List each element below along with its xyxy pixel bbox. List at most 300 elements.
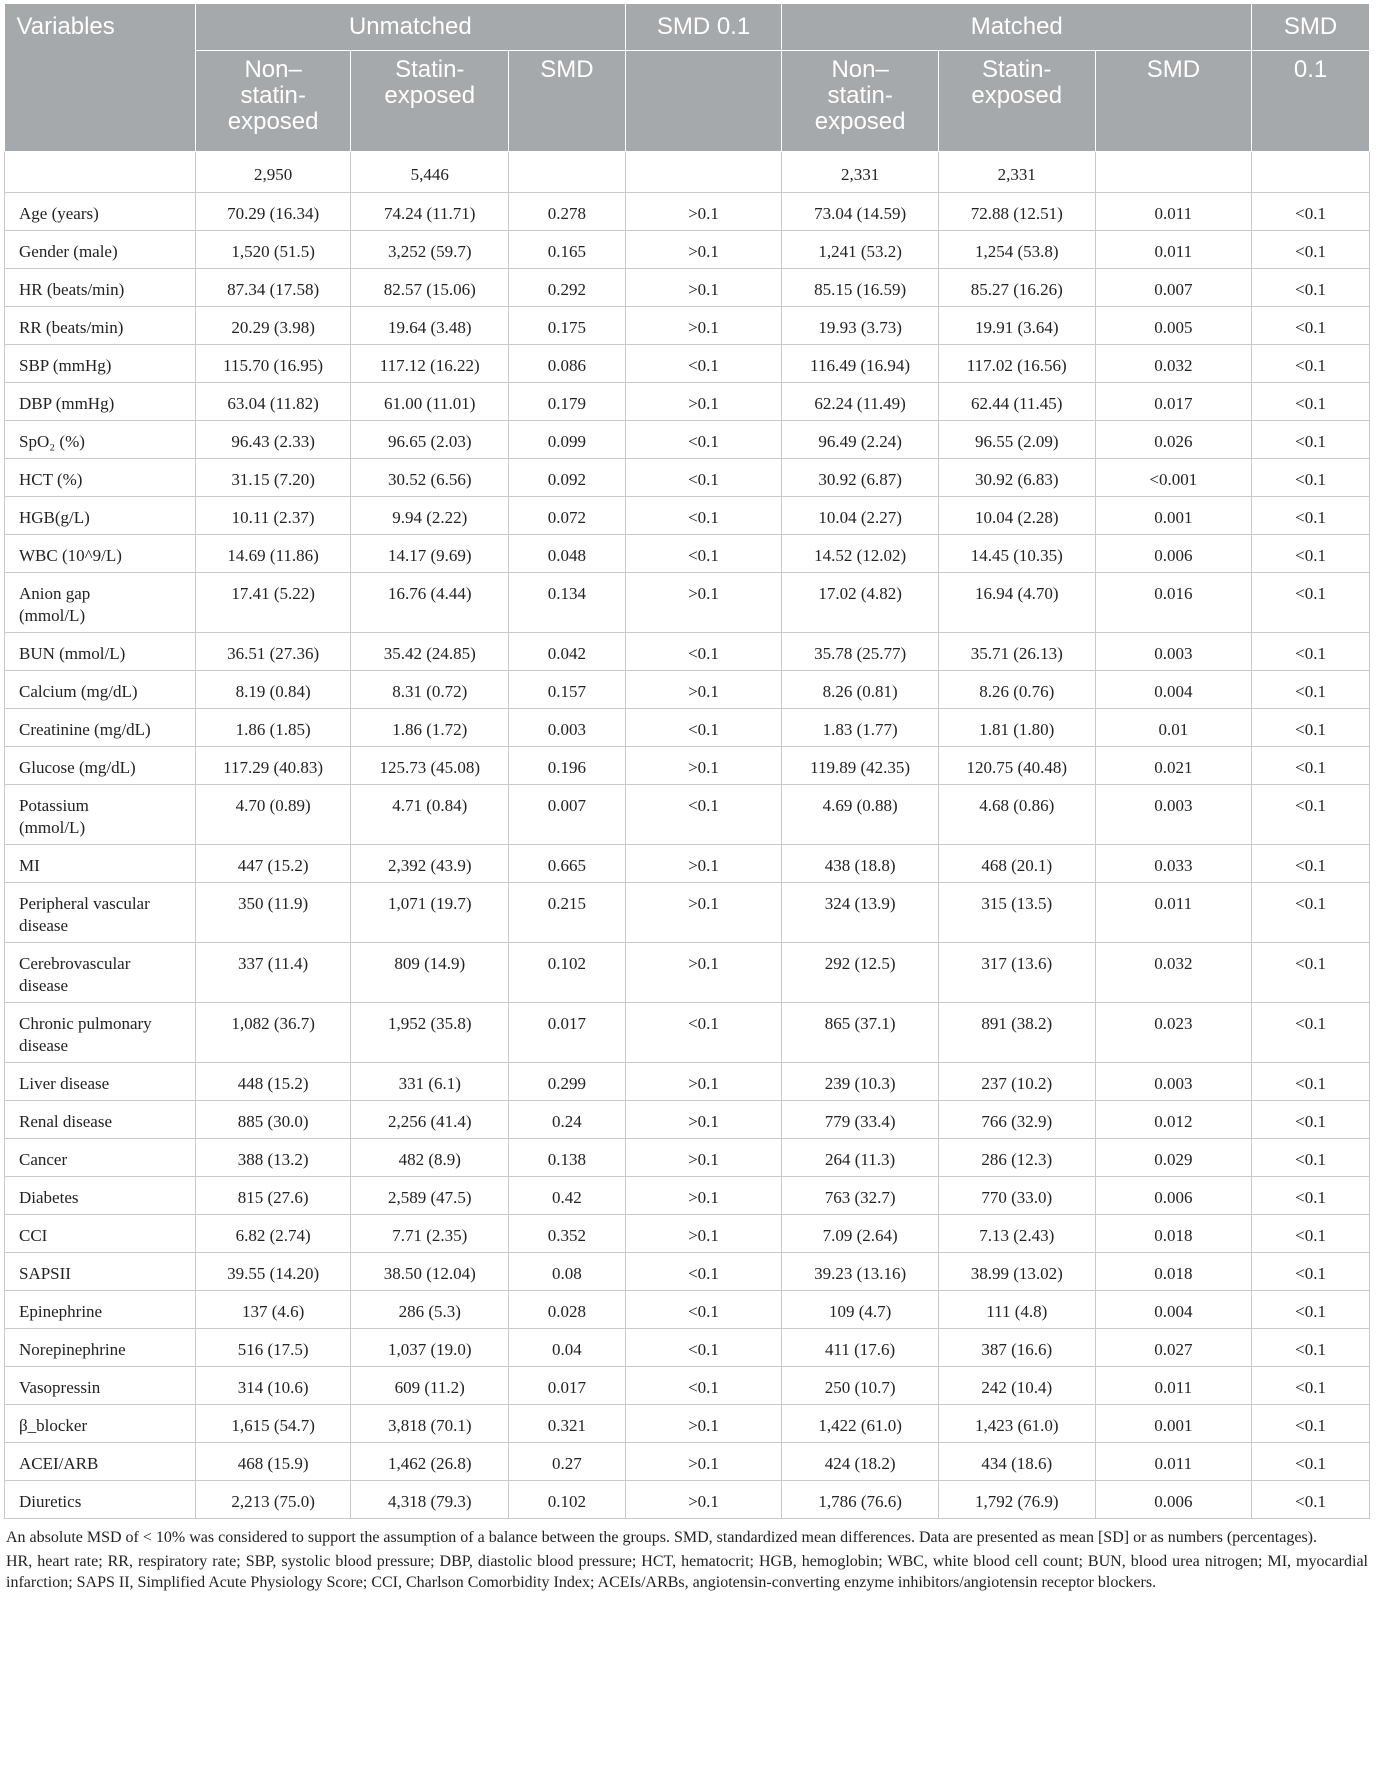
non-statin-unmatched-cell: 350 (11.9): [195, 883, 350, 943]
table-row: [5, 1443, 1370, 1481]
smd-unmatched-cell: 0.196: [509, 747, 626, 785]
smd-unmatched-cell: 0.165: [509, 231, 626, 269]
smd-threshold-unmatched-cell: >0.1: [625, 1405, 782, 1443]
smd-matched-cell: 0.006: [1095, 535, 1252, 573]
non-statin-unmatched-cell: 96.43 (2.33): [195, 421, 350, 459]
smd-unmatched-cell: 0.179: [509, 383, 626, 421]
smd-threshold-unmatched-cell: >0.1: [625, 671, 782, 709]
count-cell: 2,950: [195, 152, 350, 193]
non-statin-matched-cell: 865 (37.1): [782, 1003, 939, 1063]
statin-matched-cell: 62.44 (11.45): [938, 383, 1095, 421]
table-row: [5, 1405, 1370, 1443]
smd-threshold-unmatched-cell: >0.1: [625, 747, 782, 785]
smd-threshold-unmatched-cell: >0.1: [625, 573, 782, 633]
smd-threshold-unmatched-cell: >0.1: [625, 1139, 782, 1177]
non-statin-unmatched-cell: 10.11 (2.37): [195, 497, 350, 535]
non-statin-matched-cell: 119.89 (42.35): [782, 747, 939, 785]
statin-unmatched-cell: 74.24 (11.71): [351, 193, 509, 231]
table-row: [5, 269, 1370, 307]
variable-cell: ACEI/ARB: [5, 1443, 196, 1481]
smd-matched-cell: 0.011: [1095, 231, 1252, 269]
header-non-statin-matched: Non– statin- exposed: [782, 51, 939, 152]
statin-unmatched-cell: 4.71 (0.84): [351, 785, 509, 845]
smd-matched-cell: 0.005: [1095, 307, 1252, 345]
smd-unmatched-cell: 0.08: [509, 1253, 626, 1291]
header-smd-matched-col: SMD: [1095, 51, 1252, 152]
non-statin-unmatched-cell: 815 (27.6): [195, 1177, 350, 1215]
table-row: [5, 633, 1370, 671]
smd-unmatched-cell: 0.215: [509, 883, 626, 943]
non-statin-matched-cell: 10.04 (2.27): [782, 497, 939, 535]
table-row: [5, 1003, 1370, 1063]
table-row: [5, 1481, 1370, 1519]
statin-matched-cell: 468 (20.1): [938, 845, 1095, 883]
statin-unmatched-cell: 96.65 (2.03): [351, 421, 509, 459]
non-statin-unmatched-cell: 6.82 (2.74): [195, 1215, 350, 1253]
variable-cell: Diabetes: [5, 1177, 196, 1215]
non-statin-unmatched-cell: 448 (15.2): [195, 1063, 350, 1101]
table-row: [5, 671, 1370, 709]
smd-threshold-matched-cell: <0.1: [1252, 1405, 1370, 1443]
smd-threshold-unmatched-cell: >0.1: [625, 1443, 782, 1481]
smd-threshold-unmatched-cell: >0.1: [625, 307, 782, 345]
smd-threshold-matched-cell: <0.1: [1252, 1253, 1370, 1291]
non-statin-matched-cell: 779 (33.4): [782, 1101, 939, 1139]
variable-cell: SAPSII: [5, 1253, 196, 1291]
statin-unmatched-cell: 8.31 (0.72): [351, 671, 509, 709]
smd-matched-cell: 0.004: [1095, 671, 1252, 709]
statin-matched-cell: 85.27 (16.26): [938, 269, 1095, 307]
non-statin-unmatched-cell: 115.70 (16.95): [195, 345, 350, 383]
header-smd01-matched: 0.1: [1252, 51, 1370, 152]
table-row: [5, 845, 1370, 883]
variable-cell: SpO₂ (%): [5, 421, 196, 459]
count-cell: 2,331: [782, 152, 939, 193]
non-statin-matched-cell: 1,422 (61.0): [782, 1405, 939, 1443]
smd-threshold-matched-cell: <0.1: [1252, 1329, 1370, 1367]
table-row: [5, 943, 1370, 1003]
table-row: [5, 1177, 1370, 1215]
smd-matched-cell: 0.018: [1095, 1253, 1252, 1291]
smd-threshold-unmatched-cell: <0.1: [625, 497, 782, 535]
header-smd-matched: SMD: [1252, 4, 1370, 51]
non-statin-unmatched-cell: 1,082 (36.7): [195, 1003, 350, 1063]
statin-matched-cell: 72.88 (12.51): [938, 193, 1095, 231]
table-row: [5, 883, 1370, 943]
non-statin-matched-cell: 411 (17.6): [782, 1329, 939, 1367]
statin-unmatched-cell: 19.64 (3.48): [351, 307, 509, 345]
smd-threshold-matched-cell: <0.1: [1252, 1215, 1370, 1253]
smd-matched-cell: 0.026: [1095, 421, 1252, 459]
smd-threshold-unmatched-cell: >0.1: [625, 1063, 782, 1101]
non-statin-matched-cell: 73.04 (14.59): [782, 193, 939, 231]
smd-matched-cell: 0.032: [1095, 943, 1252, 1003]
smd-threshold-unmatched-cell: >0.1: [625, 1101, 782, 1139]
non-statin-matched-cell: 109 (4.7): [782, 1291, 939, 1329]
smd-threshold-unmatched-cell: <0.1: [625, 1003, 782, 1063]
non-statin-matched-cell: 239 (10.3): [782, 1063, 939, 1101]
smd-threshold-unmatched-cell: <0.1: [625, 709, 782, 747]
smd-unmatched-cell: 0.175: [509, 307, 626, 345]
variable-cell: Gender (male): [5, 231, 196, 269]
table-row: [5, 1329, 1370, 1367]
non-statin-unmatched-cell: 63.04 (11.82): [195, 383, 350, 421]
statin-unmatched-cell: 61.00 (11.01): [351, 383, 509, 421]
non-statin-unmatched-cell: 516 (17.5): [195, 1329, 350, 1367]
smd-threshold-matched-cell: <0.1: [1252, 845, 1370, 883]
smd-unmatched-cell: 0.092: [509, 459, 626, 497]
counts-row: [5, 152, 1370, 193]
smd-matched-cell: 0.021: [1095, 747, 1252, 785]
table-row: [5, 231, 1370, 269]
statin-matched-cell: 4.68 (0.86): [938, 785, 1095, 845]
non-statin-unmatched-cell: 17.41 (5.22): [195, 573, 350, 633]
statin-matched-cell: 10.04 (2.28): [938, 497, 1095, 535]
statin-matched-cell: 434 (18.6): [938, 1443, 1095, 1481]
smd-unmatched-cell: 0.007: [509, 785, 626, 845]
smd-matched-cell: 0.003: [1095, 785, 1252, 845]
variable-cell: HCT (%): [5, 459, 196, 497]
table-row: [5, 709, 1370, 747]
smd-threshold-unmatched-cell: <0.1: [625, 459, 782, 497]
statin-unmatched-cell: 1.86 (1.72): [351, 709, 509, 747]
non-statin-matched-cell: 1.83 (1.77): [782, 709, 939, 747]
count-cell: [509, 152, 626, 193]
smd-threshold-matched-cell: <0.1: [1252, 421, 1370, 459]
smd-threshold-matched-cell: <0.1: [1252, 345, 1370, 383]
smd-matched-cell: <0.001: [1095, 459, 1252, 497]
non-statin-matched-cell: 96.49 (2.24): [782, 421, 939, 459]
smd-unmatched-cell: 0.42: [509, 1177, 626, 1215]
smd-threshold-unmatched-cell: <0.1: [625, 1291, 782, 1329]
statin-matched-cell: 111 (4.8): [938, 1291, 1095, 1329]
smd-threshold-matched-cell: <0.1: [1252, 1443, 1370, 1481]
smd-matched-cell: 0.033: [1095, 845, 1252, 883]
count-cell: [5, 152, 196, 193]
smd-threshold-unmatched-cell: >0.1: [625, 845, 782, 883]
smd-matched-cell: 0.001: [1095, 497, 1252, 535]
statin-unmatched-cell: 1,462 (26.8): [351, 1443, 509, 1481]
smd-threshold-matched-cell: <0.1: [1252, 943, 1370, 1003]
smd-matched-cell: 0.029: [1095, 1139, 1252, 1177]
statin-matched-cell: 1,423 (61.0): [938, 1405, 1095, 1443]
baseline-characteristics-table: [4, 4, 1370, 1519]
table-container: [4, 4, 1370, 1596]
statin-matched-cell: 7.13 (2.43): [938, 1215, 1095, 1253]
smd-unmatched-cell: 0.072: [509, 497, 626, 535]
smd-threshold-matched-cell: <0.1: [1252, 1101, 1370, 1139]
count-cell: [1252, 152, 1370, 193]
smd-threshold-unmatched-cell: <0.1: [625, 345, 782, 383]
table-row: [5, 1063, 1370, 1101]
non-statin-unmatched-cell: 20.29 (3.98): [195, 307, 350, 345]
smd-unmatched-cell: 0.138: [509, 1139, 626, 1177]
smd-threshold-matched-cell: <0.1: [1252, 1139, 1370, 1177]
smd-threshold-unmatched-cell: <0.1: [625, 535, 782, 573]
statin-unmatched-cell: 3,818 (70.1): [351, 1405, 509, 1443]
smd-unmatched-cell: 0.157: [509, 671, 626, 709]
smd-unmatched-cell: 0.017: [509, 1003, 626, 1063]
table-row: [5, 421, 1370, 459]
statin-matched-cell: 30.92 (6.83): [938, 459, 1095, 497]
variable-cell: Cerebrovascular disease: [5, 943, 196, 1003]
non-statin-unmatched-cell: 70.29 (16.34): [195, 193, 350, 231]
smd-matched-cell: 0.006: [1095, 1481, 1252, 1519]
footnote-balance: An absolute MSD of < 10% was considered to support the assumption of a balance between the groups. SMD, standardized mean differences. Data are presented as mean [SD] or as numbers (percentages).: [6, 1529, 1317, 1546]
table-row: [5, 1215, 1370, 1253]
table-row: [5, 1291, 1370, 1329]
smd-matched-cell: 0.011: [1095, 1443, 1252, 1481]
smd-matched-cell: 0.011: [1095, 193, 1252, 231]
smd-matched-cell: 0.011: [1095, 883, 1252, 943]
non-statin-unmatched-cell: 1.86 (1.85): [195, 709, 350, 747]
statin-matched-cell: 8.26 (0.76): [938, 671, 1095, 709]
statin-matched-cell: 770 (33.0): [938, 1177, 1095, 1215]
smd-threshold-unmatched-cell: <0.1: [625, 785, 782, 845]
smd-threshold-matched-cell: <0.1: [1252, 1481, 1370, 1519]
smd-threshold-matched-cell: <0.1: [1252, 1367, 1370, 1405]
smd-matched-cell: 0.001: [1095, 1405, 1252, 1443]
smd-matched-cell: 0.018: [1095, 1215, 1252, 1253]
smd-threshold-unmatched-cell: <0.1: [625, 633, 782, 671]
non-statin-unmatched-cell: 885 (30.0): [195, 1101, 350, 1139]
table-row: [5, 1253, 1370, 1291]
statin-matched-cell: 1.81 (1.80): [938, 709, 1095, 747]
smd-unmatched-cell: 0.042: [509, 633, 626, 671]
smd-threshold-matched-cell: <0.1: [1252, 459, 1370, 497]
statin-unmatched-cell: 3,252 (59.7): [351, 231, 509, 269]
non-statin-matched-cell: 116.49 (16.94): [782, 345, 939, 383]
variable-cell: WBC (10^9/L): [5, 535, 196, 573]
header-matched: Matched: [782, 4, 1252, 51]
smd-matched-cell: 0.006: [1095, 1177, 1252, 1215]
non-statin-matched-cell: 39.23 (13.16): [782, 1253, 939, 1291]
table-row: [5, 383, 1370, 421]
table-footnotes: [4, 1519, 1370, 1593]
smd-unmatched-cell: 0.299: [509, 1063, 626, 1101]
smd-threshold-unmatched-cell: >0.1: [625, 1177, 782, 1215]
non-statin-matched-cell: 264 (11.3): [782, 1139, 939, 1177]
smd-unmatched-cell: 0.086: [509, 345, 626, 383]
header-variables: Variables: [5, 4, 196, 152]
smd-unmatched-cell: 0.352: [509, 1215, 626, 1253]
header-blank-unmatched: [625, 51, 782, 152]
smd-matched-cell: 0.017: [1095, 383, 1252, 421]
statin-matched-cell: 766 (32.9): [938, 1101, 1095, 1139]
variable-cell: DBP (mmHg): [5, 383, 196, 421]
non-statin-unmatched-cell: 314 (10.6): [195, 1367, 350, 1405]
statin-matched-cell: 242 (10.4): [938, 1367, 1095, 1405]
variable-cell: HR (beats/min): [5, 269, 196, 307]
smd-threshold-matched-cell: <0.1: [1252, 231, 1370, 269]
smd-matched-cell: 0.004: [1095, 1291, 1252, 1329]
variable-cell: MI: [5, 845, 196, 883]
smd-threshold-matched-cell: <0.1: [1252, 383, 1370, 421]
smd-matched-cell: 0.027: [1095, 1329, 1252, 1367]
variable-cell: β_blocker: [5, 1405, 196, 1443]
table-row: [5, 573, 1370, 633]
header-unmatched: Unmatched: [195, 4, 625, 51]
non-statin-unmatched-cell: 1,520 (51.5): [195, 231, 350, 269]
non-statin-matched-cell: 438 (18.8): [782, 845, 939, 883]
non-statin-matched-cell: 1,786 (76.6): [782, 1481, 939, 1519]
statin-unmatched-cell: 2,256 (41.4): [351, 1101, 509, 1139]
non-statin-matched-cell: 424 (18.2): [782, 1443, 939, 1481]
statin-unmatched-cell: 117.12 (16.22): [351, 345, 509, 383]
statin-unmatched-cell: 125.73 (45.08): [351, 747, 509, 785]
count-cell: 2,331: [938, 152, 1095, 193]
statin-matched-cell: 387 (16.6): [938, 1329, 1095, 1367]
statin-unmatched-cell: 482 (8.9): [351, 1139, 509, 1177]
table-row: [5, 535, 1370, 573]
smd-threshold-matched-cell: <0.1: [1252, 747, 1370, 785]
count-cell: [1095, 152, 1252, 193]
variable-cell: Calcium (mg/dL): [5, 671, 196, 709]
non-statin-matched-cell: 8.26 (0.81): [782, 671, 939, 709]
statin-unmatched-cell: 1,952 (35.8): [351, 1003, 509, 1063]
non-statin-unmatched-cell: 2,213 (75.0): [195, 1481, 350, 1519]
statin-matched-cell: 35.71 (26.13): [938, 633, 1095, 671]
non-statin-unmatched-cell: 4.70 (0.89): [195, 785, 350, 845]
smd-unmatched-cell: 0.278: [509, 193, 626, 231]
variable-cell: Age (years): [5, 193, 196, 231]
smd-matched-cell: 0.012: [1095, 1101, 1252, 1139]
smd-unmatched-cell: 0.04: [509, 1329, 626, 1367]
statin-unmatched-cell: 1,037 (19.0): [351, 1329, 509, 1367]
non-statin-matched-cell: 19.93 (3.73): [782, 307, 939, 345]
table-row: [5, 1101, 1370, 1139]
smd-threshold-matched-cell: <0.1: [1252, 269, 1370, 307]
statin-unmatched-cell: 2,589 (47.5): [351, 1177, 509, 1215]
smd-threshold-unmatched-cell: <0.1: [625, 1367, 782, 1405]
header-statin-unmatched: Statin- exposed: [351, 51, 509, 152]
smd-unmatched-cell: 0.099: [509, 421, 626, 459]
variable-cell: Creatinine (mg/dL): [5, 709, 196, 747]
statin-unmatched-cell: 331 (6.1): [351, 1063, 509, 1101]
smd-threshold-unmatched-cell: >0.1: [625, 193, 782, 231]
smd-threshold-matched-cell: <0.1: [1252, 1291, 1370, 1329]
variable-cell: Epinephrine: [5, 1291, 196, 1329]
statin-unmatched-cell: 809 (14.9): [351, 943, 509, 1003]
table-row: [5, 307, 1370, 345]
statin-unmatched-cell: 14.17 (9.69): [351, 535, 509, 573]
non-statin-matched-cell: 17.02 (4.82): [782, 573, 939, 633]
non-statin-unmatched-cell: 87.34 (17.58): [195, 269, 350, 307]
statin-matched-cell: 120.75 (40.48): [938, 747, 1095, 785]
smd-unmatched-cell: 0.321: [509, 1405, 626, 1443]
smd-unmatched-cell: 0.27: [509, 1443, 626, 1481]
smd-matched-cell: 0.003: [1095, 633, 1252, 671]
variable-cell: Chronic pulmonary disease: [5, 1003, 196, 1063]
smd-threshold-matched-cell: <0.1: [1252, 497, 1370, 535]
count-cell: [625, 152, 782, 193]
smd-unmatched-cell: 0.028: [509, 1291, 626, 1329]
statin-unmatched-cell: 7.71 (2.35): [351, 1215, 509, 1253]
smd-threshold-unmatched-cell: <0.1: [625, 1253, 782, 1291]
variable-cell: Norepinephrine: [5, 1329, 196, 1367]
table-row: [5, 193, 1370, 231]
statin-unmatched-cell: 2,392 (43.9): [351, 845, 509, 883]
non-statin-matched-cell: 292 (12.5): [782, 943, 939, 1003]
variable-cell: SBP (mmHg): [5, 345, 196, 383]
non-statin-matched-cell: 324 (13.9): [782, 883, 939, 943]
non-statin-matched-cell: 763 (32.7): [782, 1177, 939, 1215]
non-statin-matched-cell: 35.78 (25.77): [782, 633, 939, 671]
smd-unmatched-cell: 0.102: [509, 943, 626, 1003]
smd-threshold-unmatched-cell: >0.1: [625, 1481, 782, 1519]
smd-threshold-matched-cell: <0.1: [1252, 1063, 1370, 1101]
statin-unmatched-cell: 9.94 (2.22): [351, 497, 509, 535]
variable-cell: Liver disease: [5, 1063, 196, 1101]
variable-cell: Cancer: [5, 1139, 196, 1177]
footnote-abbreviations: HR, heart rate; RR, respiratory rate; SBP, systolic blood pressure; DBP, diastolic blood pressure; HCT, hematocrit; HGB, hemoglobin; WBC, white blood cell count; BUN, blood urea nitrogen; MI, myocardial infarction; SAPS II, Simplified Acute Physiology Score; CCI, Charlson Comorbidity Index; ACEIs/ARBs, angiotensin-converting enzyme inhibitors/angiotensin receptor blockers.: [6, 1553, 1368, 1591]
variable-cell: CCI: [5, 1215, 196, 1253]
statin-unmatched-cell: 286 (5.3): [351, 1291, 509, 1329]
table-row: [5, 747, 1370, 785]
statin-matched-cell: 38.99 (13.02): [938, 1253, 1095, 1291]
smd-matched-cell: 0.01: [1095, 709, 1252, 747]
smd-threshold-matched-cell: <0.1: [1252, 633, 1370, 671]
smd-threshold-unmatched-cell: >0.1: [625, 269, 782, 307]
header-smd01-unmatched: SMD 0.1: [625, 4, 782, 51]
smd-unmatched-cell: 0.24: [509, 1101, 626, 1139]
smd-unmatched-cell: 0.048: [509, 535, 626, 573]
non-statin-unmatched-cell: 36.51 (27.36): [195, 633, 350, 671]
variable-cell: Potassium (mmol/L): [5, 785, 196, 845]
statin-matched-cell: 891 (38.2): [938, 1003, 1095, 1063]
smd-threshold-matched-cell: <0.1: [1252, 573, 1370, 633]
smd-threshold-unmatched-cell: <0.1: [625, 1329, 782, 1367]
variable-cell: Diuretics: [5, 1481, 196, 1519]
header-statin-matched: Statin- exposed: [938, 51, 1095, 152]
smd-threshold-unmatched-cell: >0.1: [625, 231, 782, 269]
variable-cell: Glucose (mg/dL): [5, 747, 196, 785]
non-statin-unmatched-cell: 447 (15.2): [195, 845, 350, 883]
non-statin-unmatched-cell: 468 (15.9): [195, 1443, 350, 1481]
statin-matched-cell: 96.55 (2.09): [938, 421, 1095, 459]
statin-matched-cell: 286 (12.3): [938, 1139, 1095, 1177]
smd-threshold-matched-cell: <0.1: [1252, 883, 1370, 943]
smd-threshold-unmatched-cell: >0.1: [625, 943, 782, 1003]
non-statin-unmatched-cell: 1,615 (54.7): [195, 1405, 350, 1443]
statin-matched-cell: 317 (13.6): [938, 943, 1095, 1003]
smd-matched-cell: 0.011: [1095, 1367, 1252, 1405]
variable-cell: HGB(g/L): [5, 497, 196, 535]
non-statin-unmatched-cell: 39.55 (14.20): [195, 1253, 350, 1291]
statin-unmatched-cell: 1,071 (19.7): [351, 883, 509, 943]
smd-matched-cell: 0.032: [1095, 345, 1252, 383]
smd-threshold-matched-cell: <0.1: [1252, 307, 1370, 345]
smd-unmatched-cell: 0.665: [509, 845, 626, 883]
smd-matched-cell: 0.007: [1095, 269, 1252, 307]
statin-matched-cell: 1,792 (76.9): [938, 1481, 1095, 1519]
statin-unmatched-cell: 82.57 (15.06): [351, 269, 509, 307]
smd-matched-cell: 0.016: [1095, 573, 1252, 633]
non-statin-unmatched-cell: 14.69 (11.86): [195, 535, 350, 573]
statin-unmatched-cell: 609 (11.2): [351, 1367, 509, 1405]
table-row: [5, 1139, 1370, 1177]
table-row: [5, 345, 1370, 383]
non-statin-unmatched-cell: 137 (4.6): [195, 1291, 350, 1329]
non-statin-matched-cell: 30.92 (6.87): [782, 459, 939, 497]
smd-threshold-matched-cell: <0.1: [1252, 1003, 1370, 1063]
statin-matched-cell: 14.45 (10.35): [938, 535, 1095, 573]
smd-threshold-matched-cell: <0.1: [1252, 709, 1370, 747]
non-statin-matched-cell: 7.09 (2.64): [782, 1215, 939, 1253]
smd-threshold-unmatched-cell: >0.1: [625, 1215, 782, 1253]
statin-unmatched-cell: 30.52 (6.56): [351, 459, 509, 497]
smd-unmatched-cell: 0.292: [509, 269, 626, 307]
